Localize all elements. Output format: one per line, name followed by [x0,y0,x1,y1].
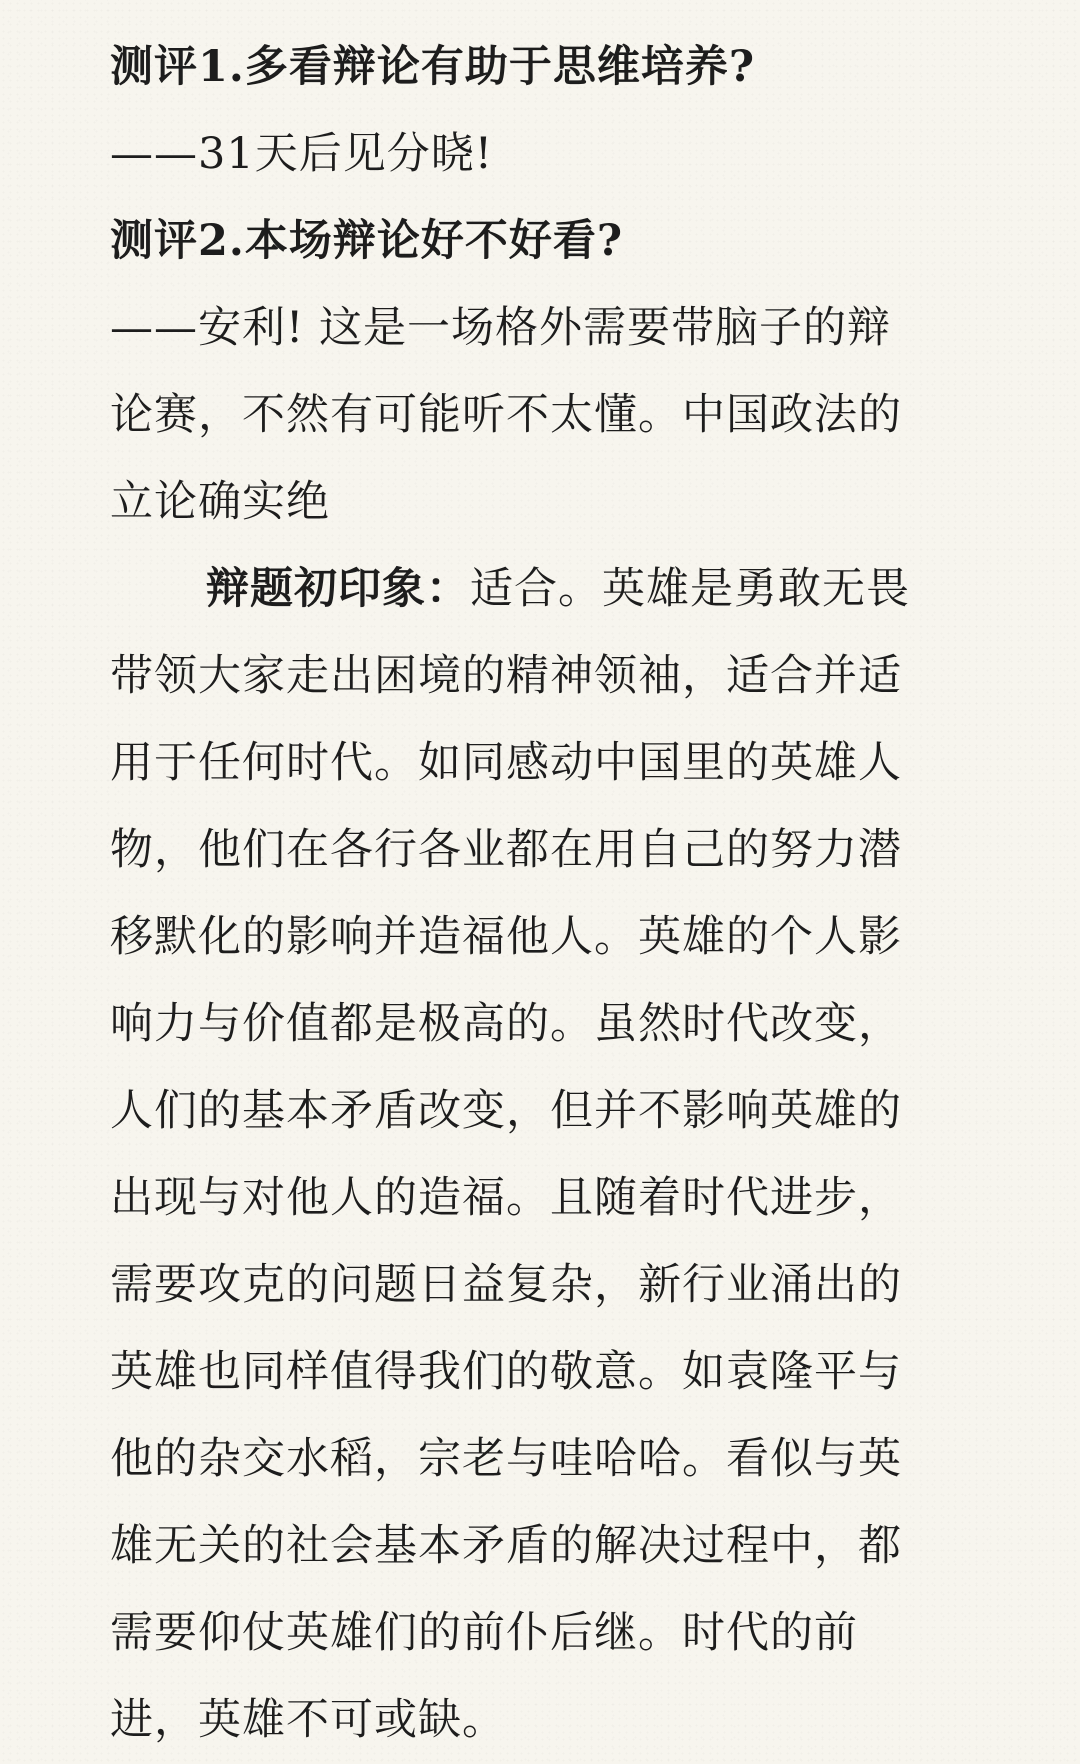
impression-line: 需要仰仗英雄们的前仆后继。时代的前 [110,1608,858,1658]
review-question-2: 测评2.本场辩论好不好看? [110,216,624,266]
review-question-1: 测评1.多看辩论有助于思维培养? [110,42,756,92]
review-answer-2-line: ——安利! 这是一场格外需要带脑子的辩 [110,303,891,353]
review-answer-2-line: 论赛，不然有可能听不太懂。中国政法的 [110,390,902,440]
impression-line: 出现与对他人的造福。且随着时代进步， [110,1173,902,1223]
impression-line: 英雄也同样值得我们的敬意。如袁隆平与 [110,1347,902,1397]
review-answer-2-line: 立论确实绝 [110,477,330,527]
impression-line: 移默化的影响并造福他人。英雄的个人影 [110,912,902,962]
impression-paragraph [110,546,970,1764]
impression-line: 带领大家走出困境的精神领袖，适合并适 [110,651,902,701]
impression-line: 他的杂交水稻，宗老与哇哈哈。看似与英 [110,1434,902,1484]
impression-line: 用于任何时代。如同感动中国里的英雄人 [110,738,902,788]
impression-line: 物，他们在各行各业都在用自己的努力潜 [110,825,902,875]
impression-first-line [110,546,970,633]
impression-label: 辩题初印象： [206,564,470,614]
impression-line: 雄无关的社会基本矛盾的解决过程中，都 [110,1521,902,1571]
impression-first-line-text: 适合。英雄是勇敢无畏 [470,564,910,614]
impression-line: 响力与价值都是极高的。虽然时代改变， [110,999,902,1049]
impression-line: 需要攻克的问题日益复杂，新行业涌出的 [110,1260,902,1310]
impression-line: 人们的基本矛盾改变，但并不影响英雄的 [110,1086,902,1136]
impression-line: 进，英雄不可或缺。 [110,1695,506,1745]
review-answer-1: ——31天后见分晓! [110,129,493,179]
